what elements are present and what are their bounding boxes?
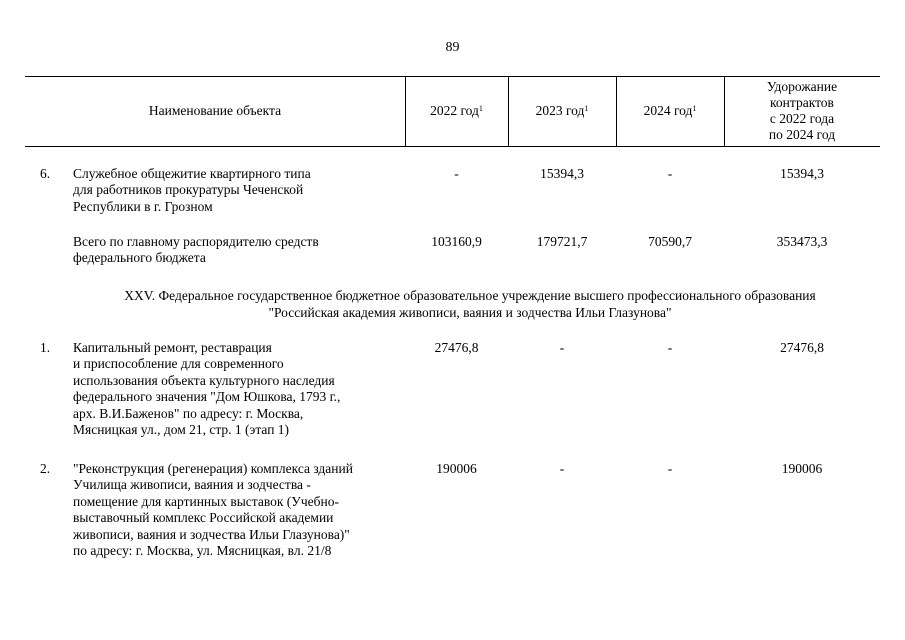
total-value-2023: 179721,7 bbox=[536, 234, 588, 249]
row-value-2022: 27476,8 bbox=[434, 340, 479, 355]
header-increase-label: Удорожание контрактов с 2022 года по 2024 год bbox=[766, 79, 838, 142]
row-number: 1. bbox=[40, 340, 51, 355]
row-value-2024: - bbox=[667, 461, 673, 476]
header-2023 bbox=[508, 76, 616, 146]
section-heading-line2: "Российская академия живописи, ваяния и зодчества Ильи Глазунова" bbox=[268, 305, 672, 320]
row-value-2023: - bbox=[559, 340, 565, 355]
row-value-increase: 190006 bbox=[781, 461, 823, 476]
row-value-increase: 15394,3 bbox=[780, 166, 824, 181]
header-name bbox=[25, 76, 405, 146]
total-label: Всего по главному распорядителю средств федерального бюджета bbox=[73, 234, 319, 266]
page-number: 89 bbox=[445, 40, 460, 55]
row-value-2023: 15394,3 bbox=[540, 166, 584, 181]
footnote-mark: 1 bbox=[478, 104, 483, 113]
total-value-2022: 103160,9 bbox=[431, 234, 482, 249]
total-value-2024: 70590,7 bbox=[648, 234, 692, 249]
row-object-name: Капитальный ремонт, реставрация и приспособление для современного использования объекта культурного наследия федерального значения "Дом Юшкова, 1793 г., арх. В.И.Баженов" по адресу: г. Москва, Мясницкая ул., дом 21, стр. 1 (этап 1) bbox=[73, 340, 341, 438]
footnote-mark: 1 bbox=[584, 104, 589, 113]
header-2023-label: 2023 год$^1$ bbox=[535, 103, 589, 118]
header-2024 bbox=[616, 76, 724, 146]
header-bottom-rule bbox=[25, 146, 880, 147]
row-object-name: Служебное общежитие квартирного типа для работников прокуратуры Чеченской Республики в г. Грозном bbox=[73, 166, 311, 214]
row-value-2023: - bbox=[559, 461, 565, 476]
footnote-mark: 1 bbox=[692, 104, 697, 113]
header-increase bbox=[724, 76, 880, 146]
row-value-increase: 27476,8 bbox=[780, 340, 824, 355]
header-2022 bbox=[405, 76, 508, 146]
total-value-increase: 353473,3 bbox=[776, 234, 828, 249]
row-value-2024: - bbox=[667, 166, 673, 181]
section-heading-line1: XXV. Федеральное государственное бюджетное образовательное учреждение высшего профессионального образования bbox=[124, 288, 816, 303]
row-number: 2. bbox=[40, 461, 51, 476]
row-value-2022: - bbox=[454, 166, 459, 181]
header-2022-label: 2022 год$^1$ bbox=[430, 103, 483, 118]
row-object-name: "Реконструкция (регенерация) комплекса зданий Училища живописи, ваяния и зодчества - помещение для картинных выставок (Учебно- выставочный комплекс Российской академии живописи, ваяния и зодчества Ильи Глазунова)" по адресу: г. Москва, ул. Мясницкая, вл. 21/8 bbox=[73, 461, 353, 559]
section-heading bbox=[70, 287, 870, 321]
header-2024-label: 2024 год$^1$ bbox=[643, 103, 697, 118]
row-number: 6. bbox=[40, 166, 51, 181]
row-value-2024: - bbox=[667, 340, 673, 355]
row-value-2022: 190006 bbox=[436, 461, 477, 476]
header-name-label: Наименование объекта bbox=[148, 103, 282, 118]
